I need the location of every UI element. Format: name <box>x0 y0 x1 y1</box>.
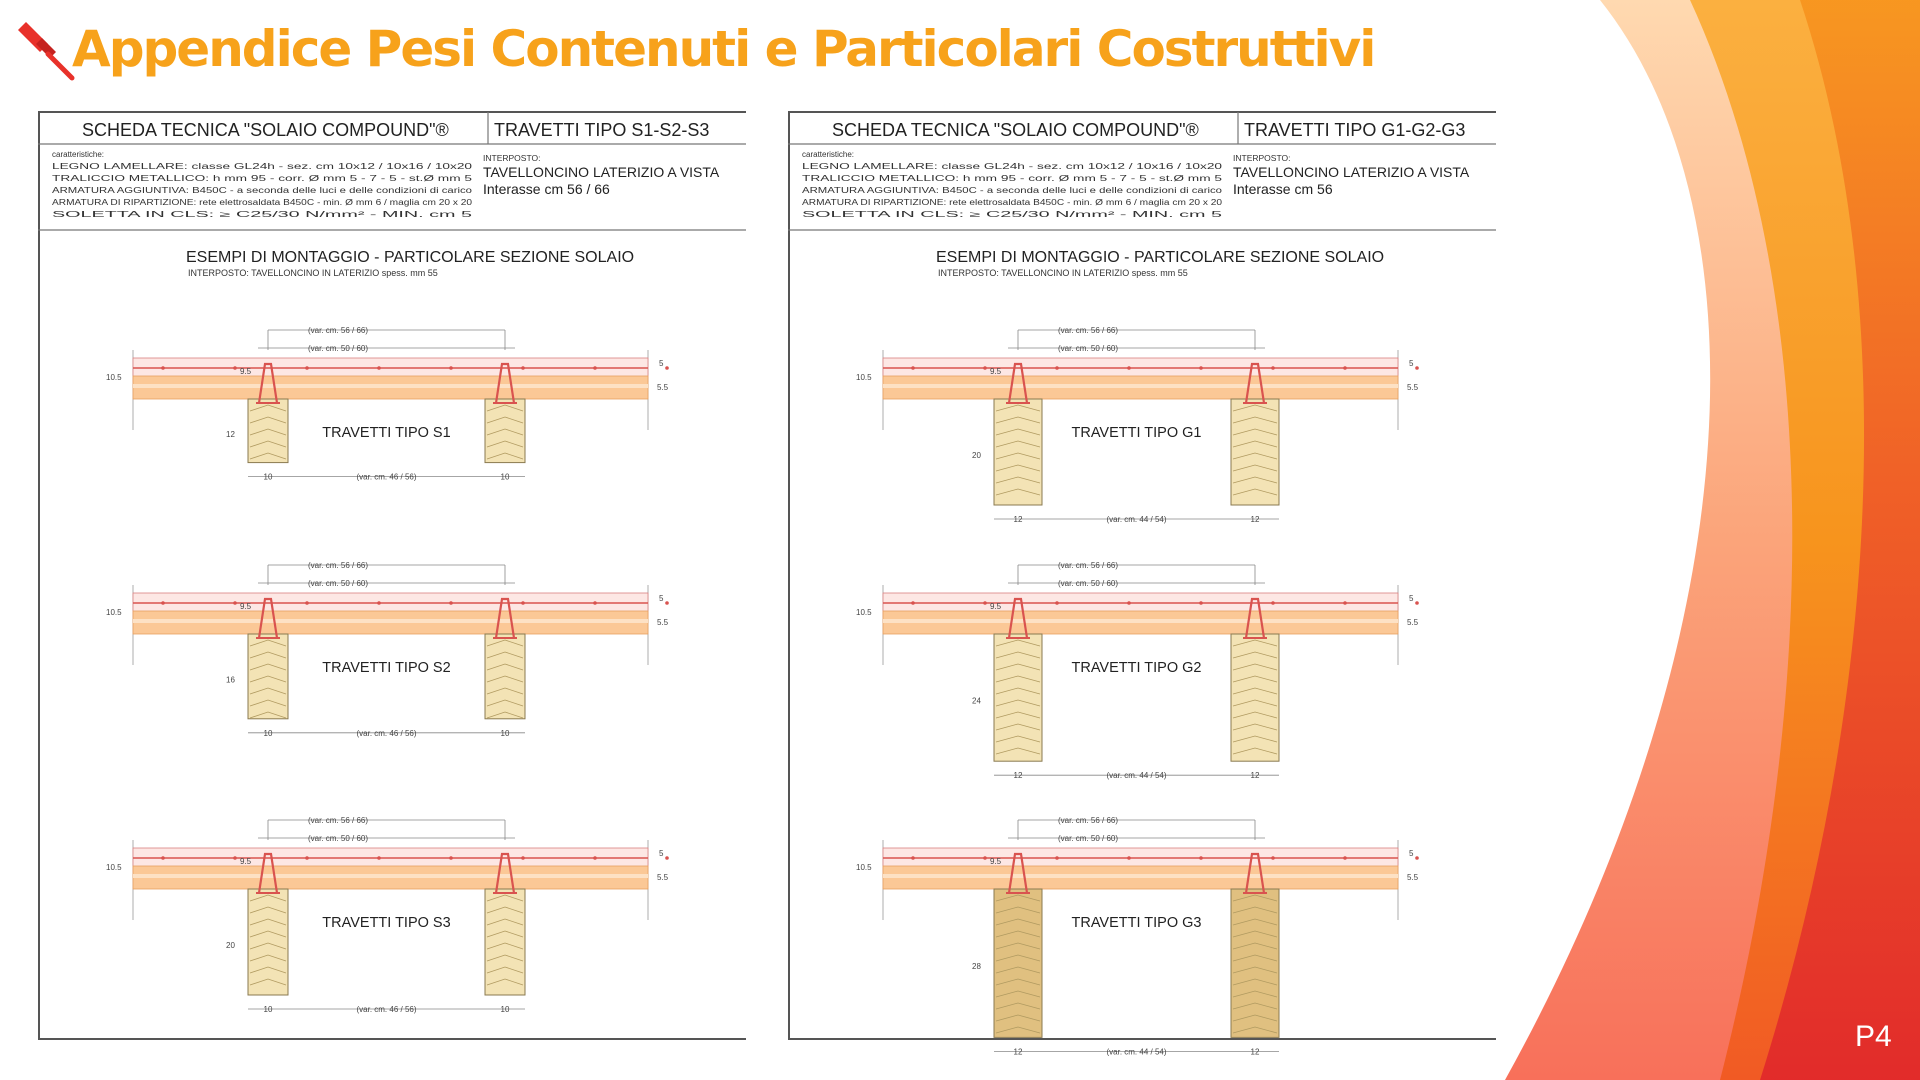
dim-tile: 5.5 <box>1407 618 1419 627</box>
page-number: P4 <box>1855 1020 1892 1053</box>
rebar-dot <box>1199 366 1203 370</box>
beam-type-label: TRAVETTI TIPO S3 <box>322 915 451 931</box>
rebar-dot <box>449 601 453 605</box>
interposto-value: TAVELLONCINO LATERIZIO A VISTA <box>483 164 720 180</box>
rebar-dot <box>1415 366 1419 370</box>
rebar-dot <box>521 856 525 860</box>
rebar-dot <box>377 856 381 860</box>
clear-span: (var. cm. 44 / 54) <box>1106 1047 1167 1057</box>
rebar-dot <box>1271 601 1275 605</box>
section-detail <box>106 326 669 482</box>
rebar-dot <box>665 601 669 605</box>
clay-tile-band <box>883 384 1398 388</box>
clear-span: (var. cm. 46 / 56) <box>356 728 417 738</box>
spec-line: ARMATURA AGGIUNTIVA: B450C - a seconda delle luci e delle condizioni di carico <box>52 186 473 195</box>
rebar-dot <box>911 601 915 605</box>
rebar-dot <box>665 366 669 370</box>
dim-truss: 9.5 <box>990 367 1002 376</box>
rebar-dot <box>161 366 165 370</box>
clear-span: (var. cm. 46 / 56) <box>356 1005 417 1014</box>
dim-beam-height: 16 <box>226 675 235 685</box>
beam-type-label: TRAVETTI TIPO G3 <box>1071 915 1202 931</box>
rebar-dot <box>1343 601 1347 605</box>
section-detail <box>856 326 1419 524</box>
dim-beam-height: 12 <box>226 429 235 439</box>
rebar-dot <box>1271 366 1275 370</box>
rebar-dot <box>911 856 915 860</box>
rebar-dot <box>911 366 915 370</box>
interasse-value: Interasse cm 56 / 66 <box>483 181 610 197</box>
beam-width: 10 <box>263 728 273 738</box>
beam-width: 12 <box>1250 1047 1260 1057</box>
sheet-header-left: SCHEDA TECNICA "SOLAIO COMPOUND"® <box>832 120 1199 140</box>
dim-truss: 9.5 <box>240 602 252 611</box>
section-detail <box>856 561 1419 780</box>
dim-slab: 5 <box>1409 359 1414 368</box>
rebar-dot <box>983 856 987 860</box>
dim-span-outer: (var. cm. 56 / 66) <box>1057 561 1119 570</box>
spec-line: TRALICCIO METALLICO: h mm 95 - corr. Ø mm 5 - 7 - 5 - st.Ø mm 5 <box>802 174 1223 183</box>
rebar-dot <box>1415 856 1419 860</box>
dim-span-inner: (var. cm. 50 / 60) <box>307 579 369 588</box>
beam-width: 12 <box>1013 771 1023 781</box>
rebar-dot <box>1343 366 1347 370</box>
dim-total-height: 10.5 <box>856 608 872 617</box>
dim-beam-height: 24 <box>972 696 981 706</box>
dim-span-inner: (var. cm. 50 / 60) <box>1057 834 1119 843</box>
dim-tile: 5.5 <box>657 873 669 882</box>
rebar-dot <box>983 601 987 605</box>
clear-span: (var. cm. 44 / 54) <box>1106 515 1167 524</box>
rebar-dot <box>305 601 309 605</box>
dim-beam-height: 28 <box>972 962 981 972</box>
rebar-dot <box>1415 601 1419 605</box>
dim-span-outer: (var. cm. 56 / 66) <box>307 326 369 335</box>
section-title: ESEMPI DI MONTAGGIO - PARTICOLARE SEZIONE SOLAIO <box>936 249 1385 266</box>
specs-title: caratteristiche: <box>52 150 105 159</box>
specs-title: caratteristiche: <box>802 150 855 159</box>
spec-line: TRALICCIO METALLICO: h mm 95 - corr. Ø mm 5 - 7 - 5 - st.Ø mm 5 <box>52 174 473 183</box>
dim-span-outer: (var. cm. 56 / 66) <box>307 561 369 570</box>
spec-line: SOLETTA IN CLS: ≥ C25/30 N/mm² - MIN. cm 5 <box>52 210 474 219</box>
beam-type-label: TRAVETTI TIPO S2 <box>322 660 451 676</box>
rebar-dot <box>1271 856 1275 860</box>
dim-span-inner: (var. cm. 50 / 60) <box>307 834 369 843</box>
section-subtitle: INTERPOSTO: TAVELLONCINO IN LATERIZIO spess. mm 55 <box>938 268 1188 278</box>
dim-span-outer: (var. cm. 56 / 66) <box>1057 816 1119 825</box>
interposto-label: INTERPOSTO: <box>1233 153 1291 163</box>
rebar-dot <box>521 601 525 605</box>
slide-title: Appendice Pesi Contenuti e Particolari Costruttivi <box>72 20 1375 78</box>
dim-tile: 5.5 <box>657 383 669 392</box>
sheet-header-right: TRAVETTI TIPO G1-G2-G3 <box>1244 120 1466 140</box>
section-detail <box>106 561 669 738</box>
rebar-dot <box>593 601 597 605</box>
dim-beam-height: 20 <box>972 451 981 460</box>
rebar-dot <box>161 601 165 605</box>
rebar-dot <box>521 366 525 370</box>
rebar-dot <box>449 856 453 860</box>
dim-total-height: 10.5 <box>856 373 872 382</box>
clay-tile-band <box>883 874 1398 878</box>
rebar-dot <box>1055 856 1059 860</box>
rebar-dot <box>305 366 309 370</box>
beam-width: 10 <box>263 1005 273 1014</box>
spec-line: ARMATURA AGGIUNTIVA: B450C - a seconda delle luci e delle condizioni di carico <box>802 186 1223 195</box>
dim-truss: 9.5 <box>990 857 1002 866</box>
rebar-dot <box>1127 856 1131 860</box>
beam-type-label: TRAVETTI TIPO G2 <box>1071 660 1202 676</box>
dim-tile: 5.5 <box>1407 383 1419 392</box>
section-title: ESEMPI DI MONTAGGIO - PARTICOLARE SEZIONE SOLAIO <box>186 249 635 266</box>
rebar-dot <box>161 856 165 860</box>
timber-beam <box>994 634 1042 761</box>
dim-slab: 5 <box>1409 849 1414 858</box>
rebar-dot <box>233 856 237 860</box>
beam-type-label: TRAVETTI TIPO G1 <box>1071 425 1202 441</box>
beam-width: 10 <box>263 472 273 482</box>
dim-total-height: 10.5 <box>106 863 122 872</box>
beam-width: 12 <box>1250 515 1260 524</box>
rebar-dot <box>1199 856 1203 860</box>
dim-slab: 5 <box>1409 594 1414 603</box>
beam-type-label: TRAVETTI TIPO S1 <box>322 425 451 441</box>
dim-slab: 5 <box>659 594 664 603</box>
section-subtitle: INTERPOSTO: TAVELLONCINO IN LATERIZIO spess. mm 55 <box>188 268 438 278</box>
rebar-dot <box>1127 366 1131 370</box>
rebar-dot <box>377 366 381 370</box>
rebar-dot <box>1127 601 1131 605</box>
spec-line: LEGNO LAMELLARE: classe GL24h - sez. cm 10x12 / 10x16 / 10x20 <box>52 162 473 171</box>
dim-span-inner: (var. cm. 50 / 60) <box>1057 344 1119 353</box>
clay-tile-band <box>133 384 648 388</box>
dim-span-inner: (var. cm. 50 / 60) <box>1057 579 1119 588</box>
dim-total-height: 10.5 <box>106 373 122 382</box>
rebar-dot <box>593 366 597 370</box>
interposto-value: TAVELLONCINO LATERIZIO A VISTA <box>1233 164 1470 180</box>
dim-span-inner: (var. cm. 50 / 60) <box>307 344 369 353</box>
clear-span: (var. cm. 44 / 54) <box>1106 771 1167 781</box>
rebar-dot <box>1055 601 1059 605</box>
spec-line: ARMATURA DI RIPARTIZIONE: rete elettrosaldata B450C - min. Ø mm 6 / maglia cm 20 x 20 <box>802 198 1223 207</box>
clay-tile-band <box>133 619 648 623</box>
beam-width: 10 <box>500 1005 510 1014</box>
section-detail <box>856 816 1419 1056</box>
rebar-dot <box>305 856 309 860</box>
dim-tile: 5.5 <box>657 618 669 627</box>
dim-truss: 9.5 <box>990 602 1002 611</box>
clay-tile-band <box>133 874 648 878</box>
rebar-dot <box>665 856 669 860</box>
dim-slab: 5 <box>659 359 664 368</box>
dim-total-height: 10.5 <box>106 608 122 617</box>
rebar-dot <box>1343 856 1347 860</box>
dim-span-outer: (var. cm. 56 / 66) <box>307 816 369 825</box>
dim-total-height: 10.5 <box>856 863 872 872</box>
clay-tile-band <box>883 619 1398 623</box>
spec-line: ARMATURA DI RIPARTIZIONE: rete elettrosaldata B450C - min. Ø mm 6 / maglia cm 20 x 20 <box>52 198 473 207</box>
beam-width: 12 <box>1013 1047 1023 1057</box>
sheet-header-right: TRAVETTI TIPO S1-S2-S3 <box>494 120 710 140</box>
clear-span: (var. cm. 46 / 56) <box>356 472 417 482</box>
rebar-dot <box>233 601 237 605</box>
interposto-label: INTERPOSTO: <box>483 153 541 163</box>
timber-beam <box>1231 634 1279 761</box>
rebar-dot <box>233 366 237 370</box>
rebar-dot <box>1055 366 1059 370</box>
rebar-dot <box>983 366 987 370</box>
technical-sheet-g <box>788 110 1498 1057</box>
beam-width: 10 <box>500 728 510 738</box>
beam-width: 10 <box>500 472 510 482</box>
dim-truss: 9.5 <box>240 367 252 376</box>
dim-span-outer: (var. cm. 56 / 66) <box>1057 326 1119 335</box>
dim-truss: 9.5 <box>240 857 252 866</box>
rebar-dot <box>1199 601 1203 605</box>
spec-line: LEGNO LAMELLARE: classe GL24h - sez. cm 10x12 / 10x16 / 10x20 <box>802 162 1223 171</box>
technical-sheet-s <box>38 110 748 1042</box>
dim-slab: 5 <box>659 849 664 858</box>
pushpin-icon <box>12 18 76 82</box>
sheet-header-left: SCHEDA TECNICA "SOLAIO COMPOUND"® <box>82 120 449 140</box>
rebar-dot <box>377 601 381 605</box>
section-detail <box>106 816 669 1014</box>
beam-width: 12 <box>1013 515 1023 524</box>
rebar-dot <box>593 856 597 860</box>
dim-beam-height: 20 <box>226 941 235 950</box>
interasse-value: Interasse cm 56 <box>1233 181 1333 197</box>
rebar-dot <box>449 366 453 370</box>
dim-tile: 5.5 <box>1407 873 1419 882</box>
beam-width: 12 <box>1250 771 1260 781</box>
spec-line: SOLETTA IN CLS: ≥ C25/30 N/mm² - MIN. cm 5 <box>802 210 1224 219</box>
